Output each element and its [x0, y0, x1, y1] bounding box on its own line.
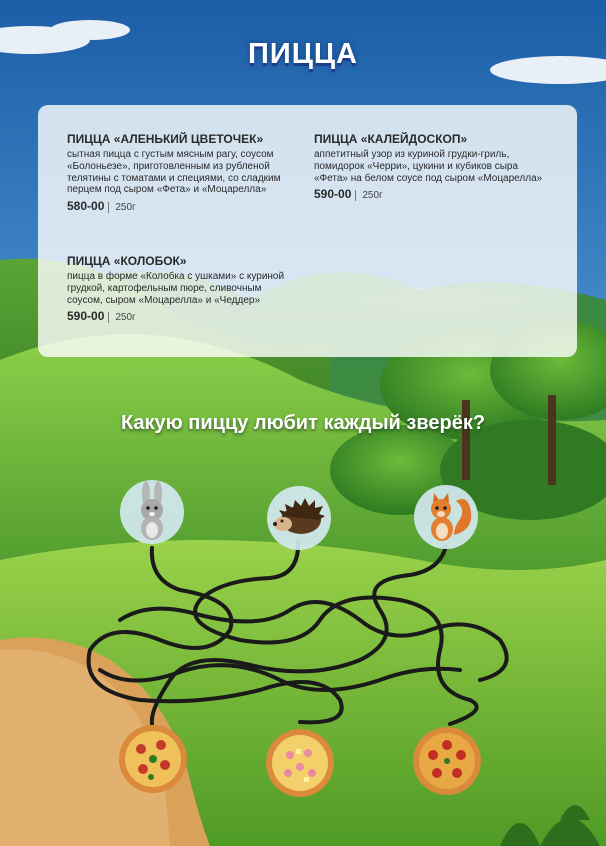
rabbit-drawing — [120, 480, 184, 544]
pizza-salami-icon[interactable] — [411, 725, 483, 797]
page-title: ПИЦЦА — [248, 38, 358, 70]
pizza-drawing — [117, 723, 189, 795]
pizza-hawaiian-icon[interactable] — [264, 727, 336, 799]
menu-item — [314, 132, 544, 201]
menu-item-weight: 250г — [108, 312, 135, 323]
menu-card — [38, 105, 577, 357]
menu-item — [67, 132, 297, 213]
menu-item-description: аппетитный узор из куриной грудки-гриль, помидорок «Черри», цукини и кубиков сыра «Фета» на белом соусе под сыром «Моцарелла» — [314, 149, 543, 184]
maze-question: Какую пиццу любит каждый зверёк? — [120, 412, 486, 434]
menu-item-price: 590-00 — [314, 187, 352, 202]
hedgehog-drawing — [267, 486, 331, 550]
pizza-pepperoni-icon[interactable] — [117, 723, 189, 795]
squirrel-drawing — [414, 485, 478, 549]
menu-item-title: ПИЦЦА «КАЛЕЙДОСКОП» — [314, 132, 468, 146]
menu-item-description: сытная пицца с густым мясным рагу, соусом «Болоньезе», приготовленным из рубленой телятины с томатами и специями, со сладким перцем под сыром «Фета» и «Моцарелла» — [67, 149, 281, 196]
price-row — [314, 187, 544, 201]
squirrel-icon[interactable] — [414, 485, 478, 549]
menu-item-price: 580-00 — [67, 199, 105, 214]
menu-item-weight: 250г — [108, 202, 135, 213]
rabbit-icon[interactable] — [120, 480, 184, 544]
menu-item — [67, 254, 297, 323]
menu-item-title: ПИЦЦА «АЛЕНЬКИЙ ЦВЕТОЧЕК» — [67, 132, 264, 146]
menu-item-description: пицца в форме «Колобка с ушками» с куриной грудкой, картофельным пюре, сливочным соусом, сыром «Моцарелла» и «Чеддер» — [67, 271, 285, 306]
menu-item-weight: 250г — [355, 190, 382, 201]
menu-item-price: 590-00 — [67, 309, 105, 324]
hedgehog-icon[interactable] — [267, 486, 331, 550]
pizza-drawing — [411, 725, 483, 797]
price-row — [67, 309, 297, 323]
pizza-drawing — [264, 727, 336, 799]
menu-item-title: ПИЦЦА «КОЛОБОК» — [67, 254, 187, 268]
price-row — [67, 199, 297, 213]
